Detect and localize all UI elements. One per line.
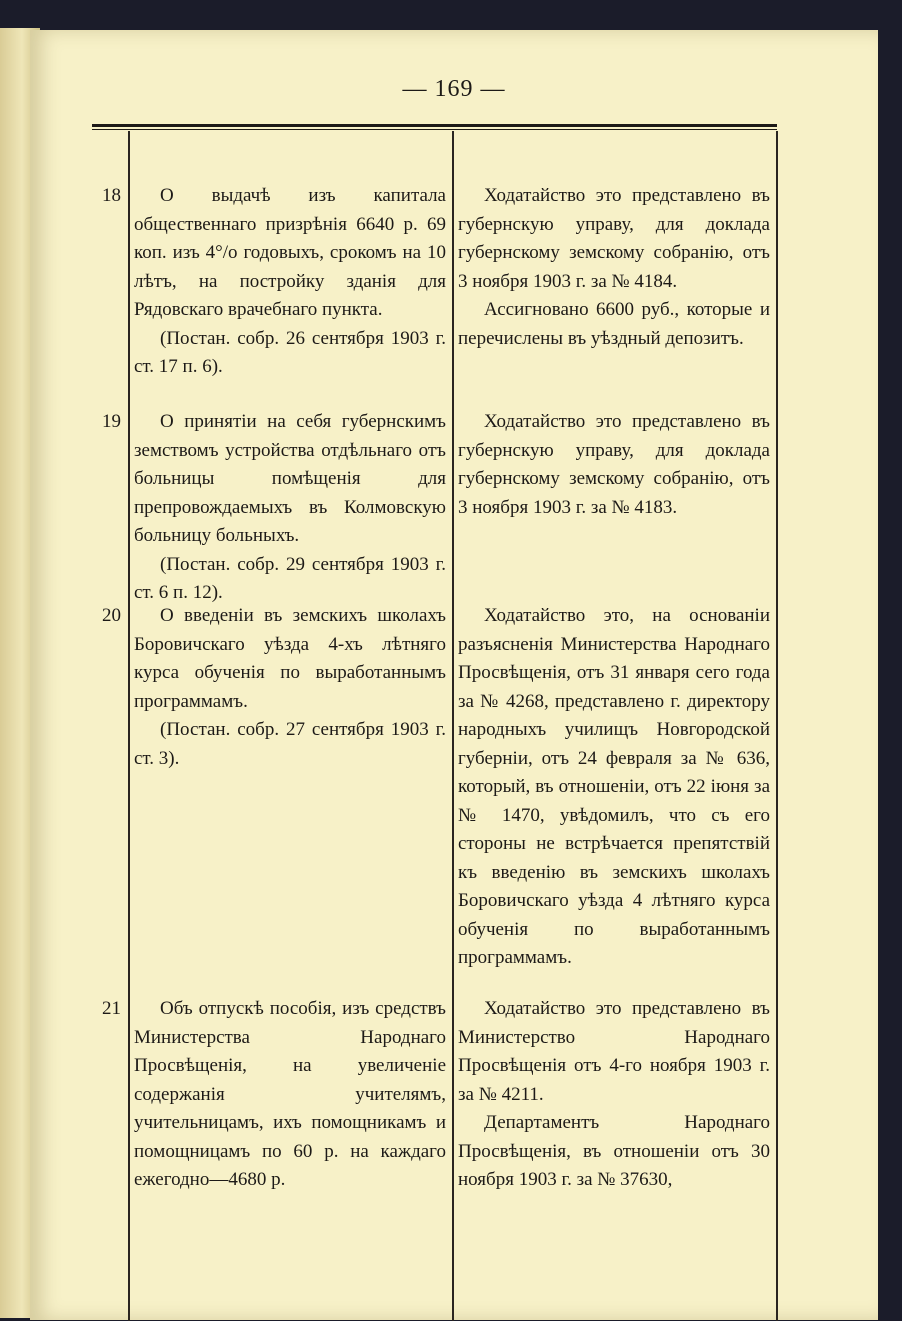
result-text: Ходатайство это представлено въ губернскую управу, для доклада губернскому земскому собранію, отъ 3 ноября 1903 г. за № 4183. [458,411,770,518]
column-divider-left [128,131,130,1321]
table-top-rule [92,124,777,127]
subject-reference: (Постан. собр. 26 сентября 1903 г. ст. 17 п. 6). [134,327,446,377]
result-text: Ходатайство это, на основаніи разъясненія Министерства Народнаго Просвѣщенія, отъ 31 января сего года за № 4268, представлено г. директору народныхъ училищъ Новгородской губерніи, отъ 24 февраля за № 636, который, въ отношеніи, отъ 22 іюня за № 1470, увѣдомилъ, что съ его стороны не встрѣчается препятствій къ введенію въ земскихъ школахъ Боровичскаго уѣзда 4 лѣтняго курса обученія по выработаннымъ программамъ. [458,605,770,968]
column-divider-right [776,131,778,1321]
subject-reference: (Постан. собр. 29 сентября 1903 г. ст. 6 п. 12). [134,553,446,603]
document-page [30,30,878,1320]
row-result [458,602,770,973]
row-result [458,408,770,522]
row-number: 21 [102,998,121,1019]
result-text: Департаментъ Народнаго Просвѣщенія, въ отношеніи отъ 30 ноября 1903 г. за № 37630, [458,1112,770,1190]
row-subject [134,408,446,608]
row-subject [134,995,446,1195]
result-text: Ходатайство это представлено въ губернскую управу, для доклада губернскому земскому собранію, отъ 3 ноября 1903 г. за № 4184. [458,185,770,292]
row-result [458,182,770,353]
subject-reference: (Постан. собр. 27 сентября 1903 г. ст. 3). [134,719,446,769]
result-text: Ходатайство это представлено въ Министерство Народнаго Просвѣщенія отъ 4-го ноября 1903 г. за № 4211. [458,998,770,1105]
row-subject [134,182,446,382]
table-top-rule-thin [92,129,777,130]
result-text: Ассигновано 6600 руб., которые и перечислены въ уѣздный депозитъ. [458,299,770,349]
row-number: 19 [102,411,121,432]
page-number: — 169 — [402,76,506,102]
row-subject [134,602,446,773]
subject-text: О выдачѣ изъ капитала общественнаго призрѣнія 6640 р. 69 коп. изъ 4°/о годовыхъ, срокомъ на 10 лѣтъ, на постройку зданія для Рядовскаго врачебнаго пункта. [134,185,446,320]
subject-text: О принятіи на себя губернскимъ земствомъ устройства отдѣльнаго отъ больницы помѣщенія для препровождаемыхъ въ Колмовскую больницу больныхъ. [134,411,446,546]
row-result [458,995,770,1195]
subject-text: Объ отпускѣ пособія, изъ средствъ Министерства Народнаго Просвѣщенія, на увеличеніе содержанія учителямъ, учительницамъ, ихъ помощникамъ и помощницамъ по 60 р. на каждаго ежегодно—4680 р. [134,998,446,1190]
column-divider-middle [452,131,454,1321]
row-number: 18 [102,185,121,206]
subject-text: О введеніи въ земскихъ школахъ Боровичскаго уѣзда 4-хъ лѣтняго курса обученія по выработаннымъ программамъ. [134,605,446,712]
row-number: 20 [102,605,121,626]
